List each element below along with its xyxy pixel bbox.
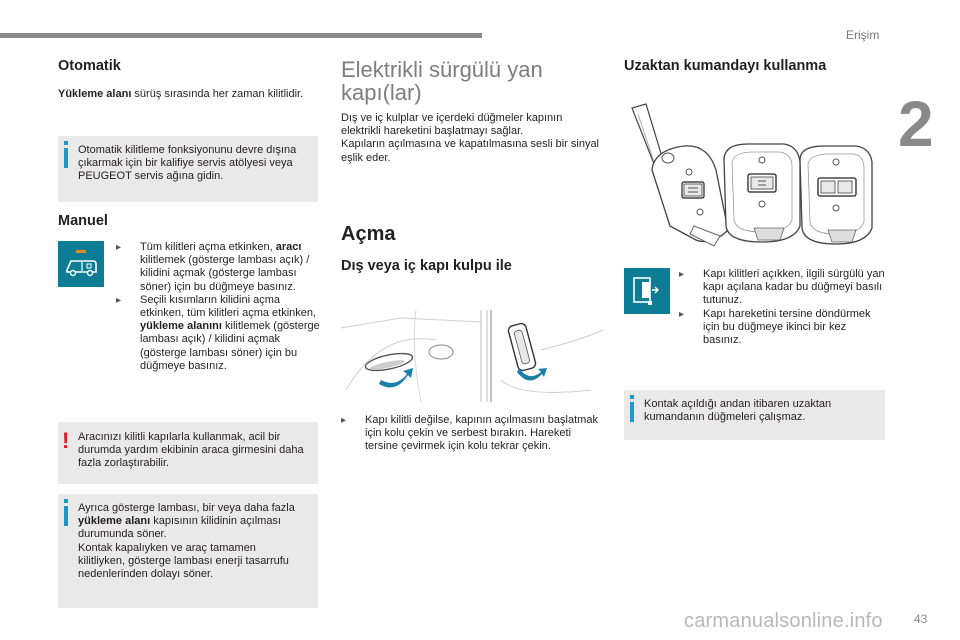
section-title: Erişim [846,28,880,42]
manuel-heading: Manuel [58,213,108,229]
manuel-bullet-1-bold: aracı [275,241,302,253]
otomatik-text [58,88,308,101]
warning-note [58,422,318,484]
info-note-1-text: Otomatik kilitleme fonksiyonunu devre dışına çıkarmak için bir kalifiye servis atölyesi veya PEUGEOT servis ağına gidin. [78,144,297,183]
info-note-2-text [78,502,304,581]
chapter-number: 2 [898,88,934,160]
manuel-bullet-2-post: kilitlemek (gösterge lambası açık) / kilidini açmak (gösterge lambası söner) için bu düğmeye basınız. [140,320,320,372]
bullet-arrow-icon: ▸ [679,269,685,280]
info-note-2-pre: Ayrıca gösterge lambası, bir veya daha fazla [78,502,295,514]
remote-bullet-list [679,268,887,347]
info-note-2-line2: Kontak kapalıyken ve araç tamamen kilitliyken, gösterge lambası enerji tasarrufu nedenlerinden dolayı söner. [78,541,289,581]
otomatik-bold: Yükleme alanı [58,88,132,100]
handle-subtitle: Dış veya iç kapı kulpu ile [341,258,512,274]
remote-bullet-1 [679,268,887,308]
handle-bullet-text: Kapı kilitli değilse, kapının açılmasını başlatmak için kolu çekin ve serbest bırakın. Hareketi tersine çevirmek için kolu tekrar çekin. [365,414,598,453]
sliding-door-intro-2: Kapıların açılmasına ve kapatılmasına sesli bir sinyal eşlik eder. [341,138,600,164]
van-lock-icon [58,241,104,287]
bullet-arrow-icon: ▸ [341,415,347,426]
watermark: carmanualsonline.info [684,610,883,632]
sliding-door-title: Elektrikli sürgülü yan kapı(lar) [341,57,543,105]
info-note-2-post: kapısının kilidinin açılması durumunda söner. [78,515,281,541]
info-icon [630,402,634,422]
bullet-arrow-icon: ▸ [679,308,685,320]
handle-bullet [341,414,603,454]
remote-heading: Uzaktan kumandayı kullanma [624,58,827,74]
remote-bullet-2-text: Kapı hareketini tersine döndürmek için bu düğmeye ikinci bir kez basınız. [703,307,871,347]
sliding-door-intro [341,112,603,165]
sliding-door-icon [624,268,670,314]
manuel-bullet-2-bold: yükleme alanını [140,320,222,333]
remote-bullet-1-text: Kapı kilitleri açıkken, ilgili sürgülü yan kapı açılana kadar bu düğmeyi basılı tutunuz. [703,268,885,307]
manuel-bullet-2-pre: Seçili kısımların kilidini açma etkinken, tüm kilitleri açma etkinken, [140,293,317,320]
info-icon [64,506,68,526]
manuel-bullet-1-pre: Tüm kilitleri açma etkinken, [140,241,276,253]
otomatik-rest: sürüş sırasında her zaman kilitlidir. [131,88,304,100]
otomatik-heading: Otomatik [58,58,121,74]
bullet-arrow-icon: ▸ [116,242,122,253]
manuel-bullet-1 [116,241,320,294]
acma-heading: Açma [341,223,396,245]
info-note-2-bold: yükleme alanı [78,515,151,528]
warning-icon: ! [62,428,70,453]
sliding-door-button-image [624,268,670,314]
bullet-arrow-icon: ▸ [116,294,122,306]
handle-bullet-list [341,414,603,454]
door-handle-illustration [341,310,603,402]
info-icon [64,148,68,168]
manuel-bullet-list [116,241,320,373]
remote-bullet-2 [679,308,887,348]
manuel-bullet-1-post: kilitlemek (gösterge lambası açık) / kilidini açmak (gösterge lambası söner) için bu düğmeye basınız. [140,254,310,293]
info-note-3 [624,390,885,440]
info-note-3-text: Kontak açıldığı andan itibaren uzaktan kumandanın düğmeleri çalışmaz. [644,398,832,424]
info-note-2 [58,494,318,608]
header-bar [0,33,482,38]
van-lock-button-image [58,241,104,287]
sliding-door-intro-1: Dış ve iç kulplar ve içerdeki düğmeler kapının elektrikli hareketini başlatmayı sağlar. [341,112,563,138]
manuel-bullet-2 [116,294,320,373]
info-note-1 [58,136,318,202]
page-number: 43 [914,612,928,626]
remote-key-illustration [624,100,886,250]
warning-note-text: Aracınızı kilitli kapılarla kullanmak, acil bir durumda yardım ekibinin araca girmesini daha fazla zorlaştırabilir. [78,431,304,470]
